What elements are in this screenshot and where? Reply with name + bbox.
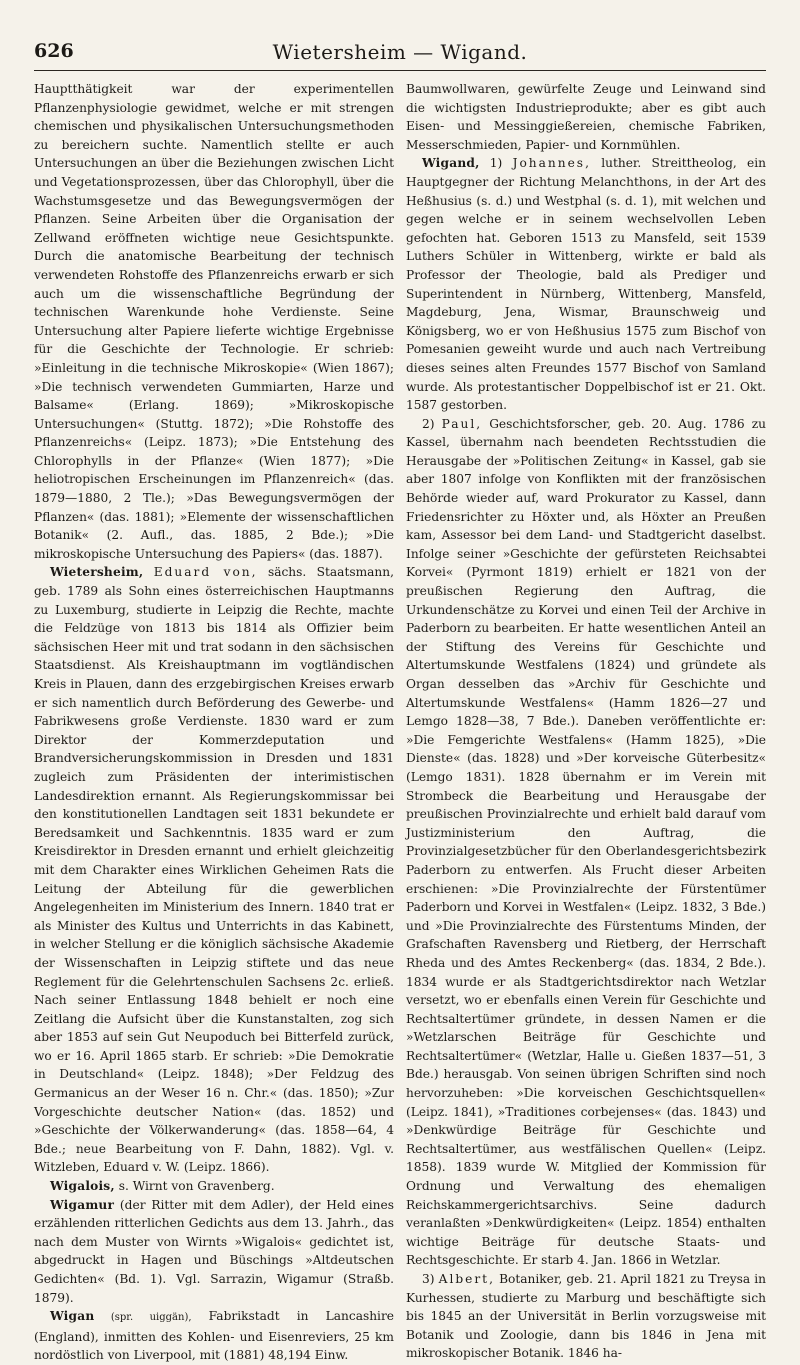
entry-number: 3) xyxy=(422,1272,439,1286)
entry-person-name: Paul, xyxy=(441,416,483,431)
entry-pronunciation: (spr. uiggän), xyxy=(94,1312,192,1324)
right-column xyxy=(406,80,767,1361)
entry-body: Botaniker, geb. 21. April 1821 zu Treysa in Kurhessen, studierte zu Marburg und beschäftigte sich bis 1845 an der Universität in Berlin vorzugsweise mit Botanik und Zoologie, dann bis 1846 in Jena mit mikroskopischer Botanik. 1846 ha- xyxy=(406,1272,766,1361)
entry-body: Geschichtsforscher, geb. 20. Aug. 1786 zu Kassel, übernahm nach beendeten Rechtsstudien die Herausgabe der »Politischen Zeitung« in Kassel, gab sie aber 1807 infolge von Konflikten mit der französischen Behörde wieder auf, ward Prokurator zu Kassel, dann Friedensrichter zu Höxter und, als Höxter an Preußen kam, Assessor bei dem Land- und Stadtgericht daselbst. Infolge seiner »Geschichte der gefürsteten Reichsabtei Korvei« (Pyrmont 1819) erhielt er 1821 von der preußischen Regierung den Auftrag, die Urkundenschätze zu Korvei und einen Teil der Archive in Paderborn zu bearbeiten. Er hatte wesentlichen Anteil an der Stiftung des Vereins für Geschichte und Altertumskunde Westfalens (1824) und gründete als Organ desselben das »Archiv für Geschichte und Altertumskunde Westfalens« (Hamm 1826—27 und Lemgo 1828—38, 7 Bde.). Daneben veröffentlichte er: »Die Femgerichte Westfalens« (Hamm 1825), »Die Dienste« (das. 1828) und »Der korveische Güterbesitz« (Lemgo 1831). 1828 übernahm er im Verein mit Strombeck die Bearbeitung und Herausgabe der preußischen Provinzialrechte und erhielt bald darauf vom Justizministerium den Auftrag, die Provinzialgesetzbücher für den Oberlandesgerichtsbezirk Paderborn zu entwerfen. Als Frucht dieser Arbeiten erschienen: »Die Provinzialrechte der Fürstentümer Paderborn und Korvei in Westfalen« (Leipz. 1832, 3 Bde.) und »Die Provinzialrechte des Fürstentums Minden, der Grafschaften Ravensberg und Rietberg, der Herrschaft Rheda und des Amtes Reckenberg« (das. 1834, 2 Bde.). 1834 wurde er als Stadtgerichtsdirektor nach Wetzlar versetzt, wo er ebenfalls einen Verein für Geschichte und Rechtsaltertümer gründete, in dessen Namen er die »Wetzlarschen Beiträge für Geschichte und Rechtsaltertümer« (Wetzlar, Halle u. Gießen 1837—51, 3 Bde.) herausgab. Von seinen übrigen Schriften sind noch hervorzuheben: »Die korveischen Geschichtsquellen« (Leipz. 1841), »Traditiones corbejenses« (das. 1843) und »Denkwürdige Beiträge für Geschichte und Rechtsaltertümer, aus westfälischen Quellen« (Leipz. 1858). 1839 wurde W. Mitglied der Kommission für Ordnung und Verwaltung des ehemaligen Reichskammergerichtsarchivs. Seine dadurch veranlaßten »Denkwürdigkeiten« (Leipz. 1854) enthalten wichtige Beiträge für deutsche Staats- und Rechtsgeschichte. Er starb 4. Jan. 1866 in Wetzlar. xyxy=(406,416,766,1268)
entry-body: (der Ritter mit dem Adler), der Held eines erzählenden ritterlichen Gedichts aus dem 13. Jahrh., das nach dem Muster von Wirnts »Wigalois« gedichtet ist, abgedruckt in Hagen und Büschings »Altdeutschen Gedichten« (Bd. 1). Vgl. Sarrazin, Wigamur (Straßb. 1879). xyxy=(34,1197,394,1305)
entry-wigand-1 xyxy=(406,154,766,414)
paragraph-continuation: Baumwollwaren, gewürfelte Zeuge und Leinwand sind die wichtigsten Industrieprodukte; aber es gibt auch Eisen- und Messinggießereien, chemische Fabriken, Messerschmieden, Papier- und Kornmühlen. xyxy=(406,82,766,152)
entry-wietersheim xyxy=(34,563,394,1177)
entry-person-name: Eduard von, xyxy=(153,565,258,580)
entry-lemma: Wietersheim, xyxy=(50,565,144,580)
entry-lemma: Wigamur xyxy=(50,1197,115,1212)
entry-person-name: Albert, xyxy=(438,1272,495,1286)
entry-body: sächs. Staatsmann, geb. 1789 als Sohn eines österreichischen Hauptmanns zu Luxemburg, studierte in Leipzig die Rechte, machte die Feldzüge von 1813 bis 1814 als Offizier beim sächsischen Heer mit und trat sodann in den sächsischen Staatsdienst. Als Kreishauptmann im vogtländischen Kreis in Plauen, dann des erzgebirgischen Kreises erwarb er sich namentlich durch Beförderung des Gewerbe- und Fabrikwesens große Verdienste. 1830 ward er zum Direktor der Kommerzdeputation und Brandversicherungskommission in Dresden und 1831 zugleich zum Präsidenten der interimistischen Landesdirektion ernannt. Als Regierungskommissar bei den konstitutionellen Landtagen seit 1831 bekundete er Beredsamkeit und Sachkenntnis. 1835 ward er zum Kreisdirektor in Dresden ernannt und erhielt gleichzeitig mit dem Charakter eines Wirklichen Geheimen Rats die Leitung der Abteilung für die gewerblichen Angelegenheiten im Ministerium des Innern. 1840 trat er als Minister des Kultus und Unterrichts in das Kabinett, in welcher Stellung er die königlich sächsische Akademie der Wissenschaften in Leipzig stiftete und das neue Reglement für die Gelehrtenschulen Sachsens 2c. erließ. Nach seiner Entlassung 1848 behielt er noch eine Zeitlang die Aufsicht über die Kunstanstalten, zog sich aber 1853 auf sein Gut Neupoduch bei Bitterfeld zurück, wo er 16. April 1865 starb. Er schrieb: »Die Demokratie in Deutschland« (Leipz. 1848); »Der Feldzug des Germanicus an der Weser 16 n. Chr.« (das. 1850); »Zur Vorgeschichte deutscher Nation« (das. 1852) und »Geschichte der Völkerwanderung« (das. 1858—64, 4 Bde.; neue Bearbeitung von F. Dahn, 1882). Vgl. v. Witzleben, Eduard v. W. (Leipz. 1866). xyxy=(34,565,394,1175)
entry-wigalois xyxy=(34,1177,394,1196)
text-columns xyxy=(34,80,767,1363)
entry-body: s. Wirnt von Gravenberg. xyxy=(114,1179,275,1194)
running-title: Wietersheim — Wigand. xyxy=(272,40,528,64)
left-column xyxy=(34,80,394,1363)
page-number: 626 xyxy=(34,40,74,62)
entry-wigand-2 xyxy=(406,415,766,1270)
entry-lemma: Wigand, xyxy=(422,156,480,171)
entry-wigand-3 xyxy=(406,1270,766,1363)
entry-person-name: Johannes, xyxy=(512,156,591,171)
entry-number: 1) xyxy=(479,156,513,171)
page-header xyxy=(34,40,766,71)
entry-wigamur xyxy=(34,1196,394,1308)
entry-lemma: Wigan xyxy=(50,1309,95,1324)
entry-lemma: Wigalois, xyxy=(50,1179,115,1194)
entry-body: Fabrikstadt in Lancashire (England), inmitten des Kohlen- und Eisenreviers, 25 km nordöstlich von Liverpool, mit (1881) 48,194 Einw. xyxy=(34,1309,394,1363)
entry-wigan xyxy=(34,1307,394,1365)
entry-number: 2) xyxy=(422,416,442,431)
entry-body: luther. Streittheolog, ein Hauptgegner der Richtung Melanchthons, in der Art des Heßhusius (s. d.) und Westphal (s. d. 1), mit welchen und gegen welche er in seinem wechselvollen Leben gefochten hat. Geboren 1513 zu Mansfeld, seit 1539 Luthers Schüler in Wittenberg, wirkte er bald als Professor der Theologie, bald als Prediger und Superintendent in Nürnberg, Wittenberg, Mansfeld, Magdeburg, Jena, Wismar, Braunschweig und Königsberg, wo er von Heßhusius 1575 zum Bischof von Pomesanien geweiht wurde und auch nach Vertreibung dieses seines alten Freundes 1577 Bischof von Samland wurde. Als protestantischer Doppelbischof ist er 21. Okt. 1587 gestorben. xyxy=(406,156,767,413)
paragraph-continuation: Hauptthätigkeit war der experimentellen Pflanzenphysiologie gewidmet, welche er mit strengen chemischen und physikalischen Untersuchungsmethoden zu bereichern suchte. Namentlich stellte er auch Untersuchungen an über die Beziehungen zwischen Licht und Vegetationsprozessen, über das Chlorophyll, über die Wachstumsgesetze und das Bewegungsvermögen der Pflanzen. Seine Arbeiten über die Organisation der Zellwand eröffneten wichtige neue Gesichtspunkte. Durch die anatomische Bearbeitung der technisch verwendeten Rohstoffe des Pflanzenreichs erwarb er sich auch um die wissenschaftliche Begründung der technischen Warenkunde hohe Verdienste. Seine Untersuchung alter Papiere lieferte wichtige Ergebnisse für die Geschichte der Technologie. Er schrieb: »Einleitung in die technische Mikroskopie« (Wien 1867); »Die technisch verwendeten Gummiarten, Harze und Balsame« (Erlang. 1869); »Mikroskopische Untersuchungen« (Stuttg. 1872); »Die Rohstoffe des Pflanzenreichs« (Leipz. 1873); »Die Entstehung des Chlorophylls in der Pflanze« (Wien 1877); »Die heliotropischen Erscheinungen im Pflanzenreich« (das. 1879—1880, 2 Tle.); »Das Bewegungsvermögen der Pflanzen« (das. 1881); »Elemente der wissenschaftlichen Botanik« (2. Aufl., das. 1885, 2 Bde.); »Die mikroskopische Untersuchung des Papiers« (das. 1887). xyxy=(34,82,394,561)
